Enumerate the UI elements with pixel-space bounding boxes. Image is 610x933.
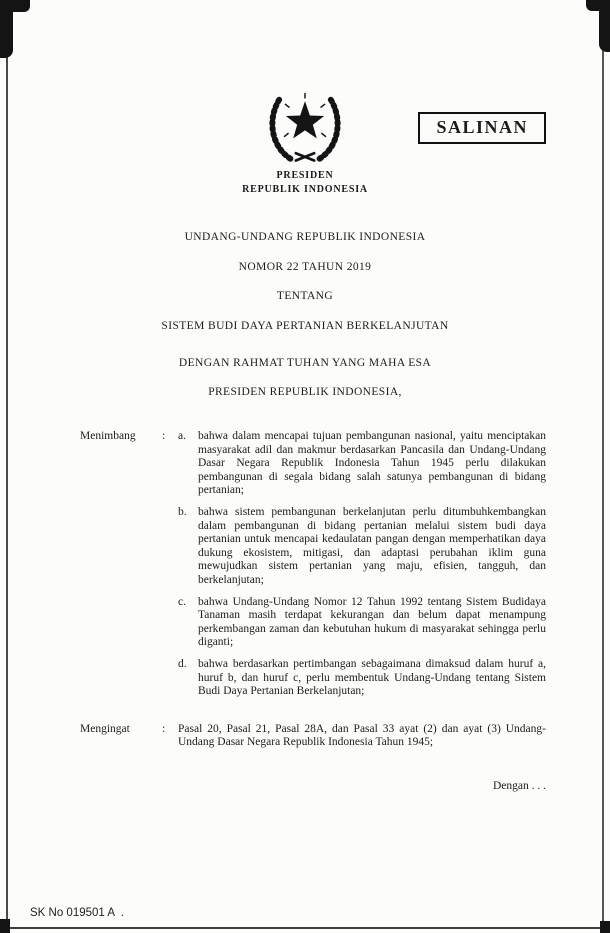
- catchword: Dengan . . .: [492, 779, 546, 792]
- mengingat-text: Pasal 20, Pasal 21, Pasal 28A, dan Pasal 33 ayat (2) dan ayat (3) Undang-Undang Dasar Negara Republik Indonesia Tahun 1945;: [178, 722, 546, 749]
- item-marker: a.: [178, 430, 186, 442]
- mengingat-colon: :: [162, 722, 166, 735]
- title-number: NOMOR 22 TAHUN 2019: [238, 260, 372, 273]
- menimbang-label: Menimbang: [80, 430, 136, 442]
- presidential-emblem-icon: [259, 82, 351, 171]
- letterhead-presiden: PRESIDEN: [276, 170, 334, 181]
- item-text: bahwa berdasarkan pertimbangan sebagaimana dimaksud dalam huruf a, huruf b, dan huruf c, perlu membentuk Undang-Undang tentang Sistem Budi Daya Pertanian Berkelanjutan;: [198, 657, 546, 698]
- item-marker: b.: [178, 505, 187, 518]
- salinan-stamp: [418, 112, 546, 144]
- document-title-block: [0, 231, 610, 416]
- menimbang-item-b: [178, 506, 546, 588]
- item-marker: c.: [178, 595, 186, 608]
- item-text: bahwa Undang-Undang Nomor 12 Tahun 1992 tentang Sistem Budidaya Tanaman masih terdapat kekurangan dan belum dapat menampung perkembangan zaman dan kebutuhan hukum di masyarakat sehingga perlu diganti;: [198, 595, 546, 649]
- item-marker: d.: [178, 657, 187, 670]
- scan-artifact: [600, 921, 610, 933]
- menimbang-colon: :: [162, 430, 166, 442]
- menimbang-item-a: [178, 430, 546, 498]
- item-text: bahwa sistem pembangunan berkelanjutan perlu ditumbuhkembangkan dalam pembangunan di bidang pertanian melalui sistem budi daya pertanian untuk mencapai kedaulatan pangan dengan memperhatikan daya dukung ekosistem, mitigasi, dan adaptasi perubahan iklim guna mewujudkan sistem pertanian yang maju, efisien, tangguh, dan berkelanjutan;: [198, 505, 546, 586]
- menimbang-item-c: [178, 596, 546, 650]
- menimbang-clause: [80, 430, 546, 707]
- title-subject: SISTEM BUDI DAYA PERTANIAN BERKELANJUTAN: [161, 319, 449, 332]
- scan-artifact: [0, 0, 30, 12]
- menimbang-item-d: [178, 658, 546, 699]
- title-doc-type: UNDANG-UNDANG REPUBLIK INDONESIA: [184, 231, 426, 243]
- mengingat-label: Mengingat: [80, 722, 130, 735]
- mengingat-clause: [80, 723, 546, 750]
- salinan-stamp-label: SALINAN: [436, 117, 528, 137]
- document-body: [80, 430, 546, 793]
- letterhead-republik-indonesia: REPUBLIK INDONESIA: [242, 184, 368, 195]
- scan-artifact: [586, 0, 610, 11]
- sk-number: SK No 019501 A .: [30, 907, 124, 919]
- scan-artifact: [0, 919, 10, 933]
- title-invocation: DENGAN RAHMAT TUHAN YANG MAHA ESA: [178, 356, 432, 369]
- title-tentang: TENTANG: [276, 290, 334, 302]
- menimbang-items: [178, 430, 546, 707]
- title-authority: PRESIDEN REPUBLIK INDONESIA,: [208, 386, 402, 398]
- item-text: bahwa dalam mencapai tujuan pembangunan nasional, yaitu menciptakan masyarakat adil dan makmur berdasarkan Pancasila dan Undang-Undang Dasar Negara Republik Indonesia Tahun 1945 perlu dilakukan pembangunan di segala bidang salah satunya pembangunan di bidang pertanian;: [198, 430, 546, 497]
- letterhead: [0, 169, 610, 197]
